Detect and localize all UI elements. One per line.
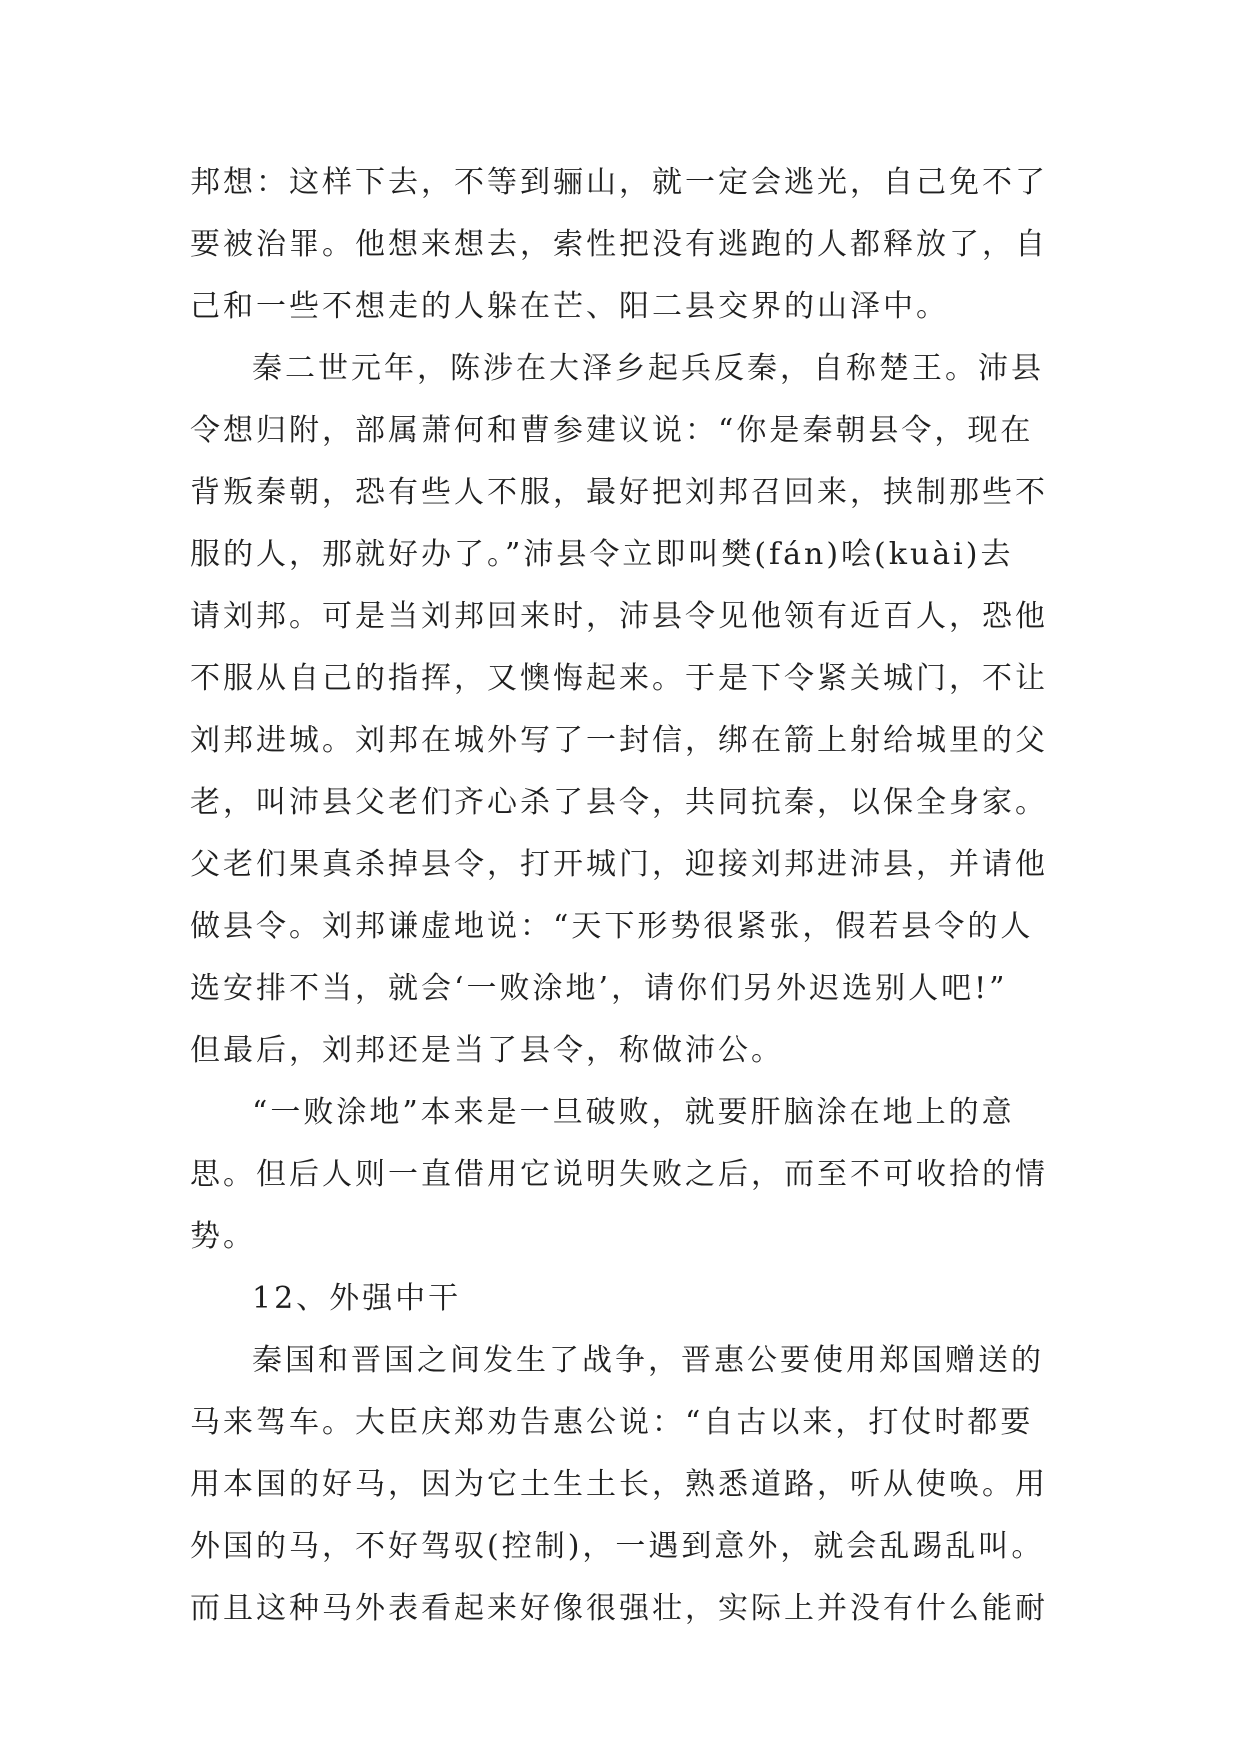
text-line: 选安排不当，就会‘一败涂地’，请你们另外迟选别人吧!” <box>190 971 1008 1006</box>
text-line: 背叛秦朝，恐有些人不服，最好把刘邦召回来，挟制那些不 <box>190 475 1048 510</box>
text-line: 己和一些不想走的人躲在芒、阳二县交界的山泽中。 <box>190 289 949 324</box>
text-line: 做县令。刘邦谦虚地说：“天下形势很紧张，假若县令的人 <box>190 909 1034 944</box>
text-line: 父老们果真杀掉县令，打开城门，迎接刘邦进沛县，并请他 <box>190 847 1048 882</box>
text-line: 思。但后人则一直借用它说明失败之后，而至不可收拾的情 <box>190 1157 1048 1192</box>
text-line: 刘邦进城。刘邦在城外写了一封信，绑在箭上射给城里的父 <box>190 723 1048 758</box>
text-line: 令想归附，部属萧何和曹参建议说：“你是秦朝县令，现在 <box>190 413 1034 448</box>
text-line: 外国的马，不好驾驭(控制)，一遇到意外，就会乱踢乱叫。 <box>190 1529 1045 1564</box>
text-line: 秦二世元年，陈涉在大泽乡起兵反秦，自称楚王。沛县 <box>252 351 1044 386</box>
text-line: 请刘邦。可是当刘邦回来时，沛县令见他领有近百人，恐他 <box>190 599 1048 634</box>
text-line: 秦国和晋国之间发生了战争，晋惠公要使用郑国赠送的 <box>252 1343 1044 1378</box>
text-line: “一败涂地”本来是一旦破败，就要肝脑涂在地上的意 <box>252 1095 1015 1130</box>
text-line: 服的人，那就好办了。”沛县令立即叫樊(fán)哙(kuài)去 <box>190 537 1014 572</box>
text-line: 马来驾车。大臣庆郑劝告惠公说：“自古以来，打仗时都要 <box>190 1405 1034 1440</box>
text-line: 不服从自己的指挥，又懊悔起来。于是下令紧关城门，不让 <box>190 661 1048 696</box>
text-line: 而且这种马外表看起来好像很强壮，实际上并没有什么能耐 <box>190 1591 1048 1626</box>
text-line: 邦想：这样下去，不等到骊山，就一定会逃光，自己免不了 <box>190 165 1048 200</box>
text-line: 用本国的好马，因为它土生土长，熟悉道路，听从使唤。用 <box>190 1467 1048 1502</box>
body-text <box>190 152 1060 1640</box>
text-line: 要被治罪。他想来想去，索性把没有逃跑的人都释放了，自 <box>190 227 1048 262</box>
text-line: 势。 <box>190 1219 256 1254</box>
text-line: 老，叫沛县父老们齐心杀了县令，共同抗秦，以保全身家。 <box>190 785 1048 820</box>
text-line: 但最后，刘邦还是当了县令，称做沛公。 <box>190 1033 784 1068</box>
text-line: 12、外强中干 <box>252 1281 462 1316</box>
